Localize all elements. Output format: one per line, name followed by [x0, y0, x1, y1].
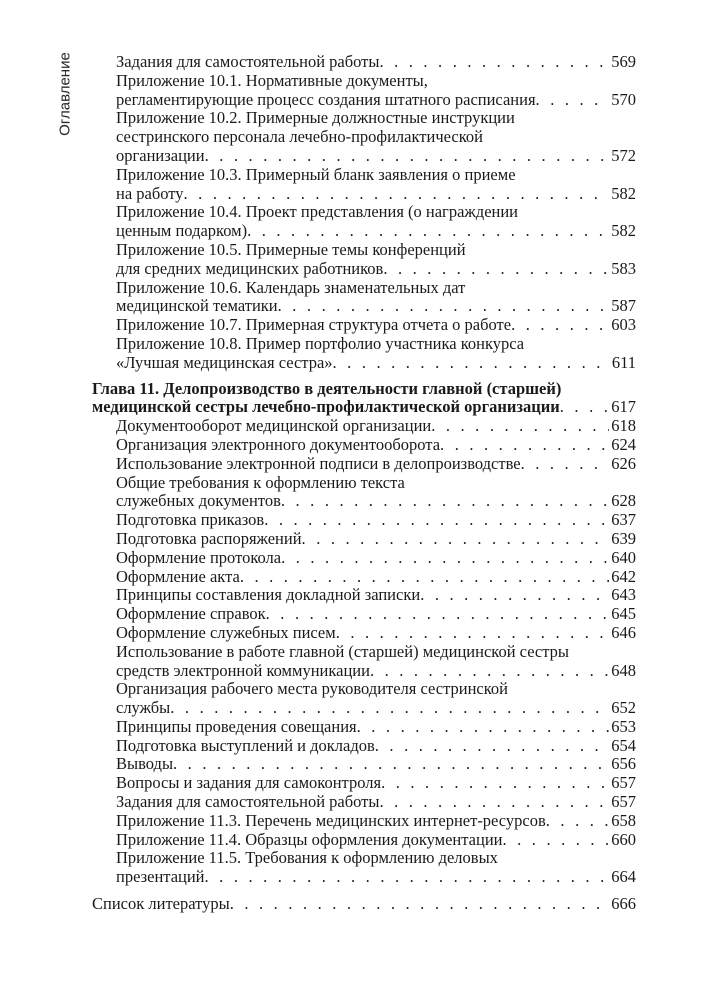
toc-entry[interactable]: [92, 831, 636, 850]
toc-entry-title-line: Использование электронной подписи в делопроизводстве: [116, 453, 521, 473]
toc-entry[interactable]: [92, 624, 636, 643]
toc-entry-title-line: организации: [116, 145, 205, 165]
toc-entry[interactable]: [92, 793, 636, 812]
toc-entry-title-line: Использование в работе главной (старшей) медицинской сестры: [116, 641, 570, 661]
toc-entry-title-line: «Лучшая медицинская сестра»: [116, 352, 333, 372]
toc-entry-title-line: службы: [116, 698, 171, 718]
dot-leader: [281, 492, 609, 511]
toc-entry-title-line: Приложение 10.4. Проект представления (о награждении: [116, 202, 519, 222]
toc-entry-title-line: Выводы: [116, 754, 174, 774]
toc-entry-title-line: Оформление справок: [116, 604, 266, 624]
toc-entry-last-line: [116, 718, 636, 737]
toc-entry-last-line: [116, 147, 636, 166]
toc-entry-title-line: служебных документов: [116, 491, 281, 511]
toc-entry-last-line: [116, 492, 636, 511]
toc-entry-last-line: [116, 624, 636, 643]
page-number: 572: [611, 145, 636, 165]
toc-entry[interactable]: [92, 72, 636, 110]
toc-entry-last-line: [116, 812, 636, 831]
toc-entry-title-line: Вопросы и задания для самоконтроля: [116, 773, 382, 793]
page-number: 618: [611, 416, 636, 436]
toc-entry-last-line: [116, 549, 636, 568]
toc-entry-title-line: Принципы проведения совещания: [116, 716, 357, 736]
toc-entry-title-line: медицинской тематики: [116, 296, 278, 316]
page-number: 648: [611, 660, 636, 680]
toc-entry-title-line: Приложение 10.5. Примерные темы конференций: [116, 239, 466, 259]
toc-entry-title-line: Общие требования к оформлению текста: [116, 472, 405, 492]
toc-entry-title-line: средств электронной коммуникации: [116, 660, 370, 680]
dot-leader: [357, 718, 610, 737]
toc-entry-last-line: [116, 737, 636, 756]
page-number: 611: [611, 352, 636, 372]
page-number: 637: [611, 510, 636, 530]
toc-entry-last-line: [116, 436, 636, 455]
bibliography-entry[interactable]: [92, 895, 636, 914]
toc-entry[interactable]: [92, 316, 636, 335]
toc-entry-title-line: Приложение 10.8. Пример портфолио участника конкурса: [116, 333, 525, 353]
dot-leader: [333, 354, 610, 373]
dot-leader: [170, 699, 609, 718]
toc-entry-title-line: Организация рабочего места руководителя сестринской: [116, 679, 508, 699]
running-head-label: Оглавление: [56, 52, 74, 136]
toc-entry[interactable]: [92, 436, 636, 455]
page-number: 643: [611, 585, 636, 605]
dot-leader: [264, 511, 609, 530]
toc-entry-title-line: сестринского персонала лечебно-профилактической: [116, 127, 483, 147]
toc-entry-last-line: [116, 91, 636, 110]
section-11-entries: [92, 417, 636, 887]
toc-entry-title-line: на работу: [116, 183, 184, 203]
toc-entry-title-line: Приложение 10.7. Примерная структура отчета о работе: [116, 315, 512, 335]
toc-entry[interactable]: [92, 511, 636, 530]
toc-entry-title-line: Приложение 10.2. Примерные должностные инструкции: [116, 108, 515, 128]
toc-entry-last-line: [116, 53, 636, 72]
toc-entry-last-line: [116, 831, 636, 850]
toc-entry[interactable]: [92, 53, 636, 72]
toc-entry-last-line: [116, 605, 636, 624]
dot-leader: [278, 297, 610, 316]
toc-entry-last-line: [116, 774, 636, 793]
toc-entry[interactable]: [92, 549, 636, 568]
dot-leader: [420, 586, 609, 605]
dot-leader: [431, 417, 609, 436]
toc-entry[interactable]: [92, 643, 636, 681]
page-number: 628: [611, 491, 636, 511]
dot-leader: [536, 91, 610, 110]
toc-entry-last-line: [116, 868, 636, 887]
toc-entry-title-line: Задания для самостоятельной работы: [116, 792, 380, 812]
page-number: 603: [611, 315, 636, 335]
toc-entry-last-line: [116, 699, 636, 718]
toc-entry-title-line: Приложение 10.1. Нормативные документы,: [116, 70, 428, 90]
toc-entry[interactable]: [92, 718, 636, 737]
toc-entry[interactable]: [92, 586, 636, 605]
toc-entry-title-line: Глава 11. Делопроизводство в деятельности главной (старшей): [92, 378, 562, 398]
dot-leader: [521, 455, 610, 474]
toc-entry-last-line: [116, 354, 636, 373]
page-number: 656: [611, 754, 636, 774]
toc-entry-title-line: Подготовка приказов: [116, 510, 265, 530]
toc-entry-last-line: [116, 297, 636, 316]
page-number: 639: [611, 528, 636, 548]
toc-entry[interactable]: [92, 166, 636, 204]
toc-entry-last-line: [116, 316, 636, 335]
toc-entry[interactable]: [92, 241, 636, 279]
toc-entry-last-line: [116, 185, 636, 204]
toc-entry[interactable]: [92, 417, 636, 436]
toc-entry[interactable]: [92, 279, 636, 317]
toc-entry-last-line: [116, 511, 636, 530]
dot-leader: [302, 530, 610, 549]
page-number: 583: [611, 258, 636, 278]
toc-entry[interactable]: [92, 568, 636, 587]
toc-entry-title-line: Оформление служебных писем: [116, 622, 336, 642]
toc-entry[interactable]: [92, 812, 636, 831]
page-number: 664: [611, 867, 636, 887]
page-number: 660: [611, 829, 636, 849]
section-10-entries: [92, 53, 636, 373]
toc-entry-title-line: медицинской сестры лечебно-профилактической организации: [92, 397, 560, 417]
page-number: 570: [611, 89, 636, 109]
toc-entry-title-line: Приложение 11.3. Перечень медицинских интернет-ресурсов: [116, 810, 546, 830]
toc-entry[interactable]: [92, 680, 636, 718]
toc-entry[interactable]: [92, 605, 636, 624]
dot-leader: [205, 868, 610, 887]
page-number: 642: [611, 566, 636, 586]
dot-leader: [503, 831, 610, 850]
toc-entry-last-line: [92, 895, 636, 914]
toc-entry-title-line: для средних медицинских работников: [116, 258, 384, 278]
dot-leader: [440, 436, 609, 455]
page-number: 653: [611, 716, 636, 736]
toc-entry[interactable]: [92, 474, 636, 512]
page-number: 657: [611, 773, 636, 793]
toc-entry-title-line: Приложение 11.4. Образцы оформления документации: [116, 829, 503, 849]
toc-entry[interactable]: [92, 530, 636, 549]
page-number: 626: [611, 453, 636, 473]
dot-leader: [230, 895, 610, 914]
page-number: 582: [611, 183, 636, 203]
toc-entry-title-line: Приложение 11.5. Требования к оформлению деловых: [116, 848, 498, 868]
dot-leader: [266, 605, 610, 624]
toc-entry-title-line: презентаций: [116, 867, 205, 887]
table-of-contents: [92, 53, 636, 914]
dot-leader: [381, 774, 609, 793]
toc-entry-title-line: Оформление акта: [116, 566, 240, 586]
toc-entry-title-line: Принципы составления докладной записки: [116, 585, 421, 605]
toc-entry-title-line: Оформление протокола: [116, 547, 282, 567]
toc-entry-last-line: [116, 586, 636, 605]
dot-leader: [247, 222, 609, 241]
toc-entry-title-line: регламентирующие процесс создания штатного расписания: [116, 89, 536, 109]
toc-entry-title-line: Организация электронного документооборота: [116, 434, 441, 454]
toc-entry[interactable]: [92, 455, 636, 474]
page-number: 646: [611, 622, 636, 642]
page-number: 582: [611, 221, 636, 241]
page-number: 617: [611, 397, 636, 417]
page-number: 640: [611, 547, 636, 567]
dot-leader: [375, 737, 609, 756]
dot-leader: [546, 812, 609, 831]
page-number: 652: [611, 698, 636, 718]
toc-entry-title-line: Документооборот медицинской организации: [116, 416, 432, 436]
dot-leader: [379, 793, 609, 812]
dot-leader: [370, 662, 609, 681]
page-number: 645: [611, 604, 636, 624]
dot-leader: [205, 147, 610, 166]
dot-leader: [173, 755, 609, 774]
page-number: 569: [611, 52, 636, 71]
dot-leader: [560, 398, 609, 417]
toc-entry-last-line: [116, 530, 636, 549]
dot-leader: [240, 568, 609, 587]
dot-leader: [184, 185, 610, 204]
toc-entry-title-line: ценным подарком): [116, 221, 248, 241]
toc-entry-title-line: Задания для самостоятельной работы: [116, 52, 380, 71]
toc-entry-last-line: [116, 222, 636, 241]
toc-entry-last-line: [116, 755, 636, 774]
toc-entry[interactable]: [92, 335, 636, 373]
page-number: 658: [611, 810, 636, 830]
dot-leader: [336, 624, 610, 643]
toc-entry-title-line: Подготовка выступлений и докладов: [116, 735, 375, 755]
dot-leader: [281, 549, 609, 568]
page-number: 587: [611, 296, 636, 316]
toc-entry-last-line: [116, 417, 636, 436]
toc-entry[interactable]: [92, 774, 636, 793]
toc-entry-last-line: [116, 260, 636, 279]
toc-entry-title-line: Приложение 10.6. Календарь знаменательных дат: [116, 277, 466, 297]
page-number: 666: [611, 894, 636, 914]
toc-entry-last-line: [116, 662, 636, 681]
toc-entry-last-line: [116, 793, 636, 812]
chapter-11-heading[interactable]: [92, 380, 636, 418]
toc-entry-title-line: Подготовка распоряжений: [116, 528, 302, 548]
running-head: [53, 52, 77, 136]
dot-leader: [383, 260, 609, 279]
dot-leader: [511, 316, 609, 335]
toc-entry-last-line: [116, 455, 636, 474]
toc-entry[interactable]: [92, 849, 636, 887]
toc-entry[interactable]: [92, 737, 636, 756]
page-number: 624: [611, 434, 636, 454]
toc-entry[interactable]: [92, 203, 636, 241]
dot-leader: [379, 53, 609, 72]
toc-entry-title-line: Приложение 10.3. Примерный бланк заявления о приеме: [116, 164, 516, 184]
page-number: 657: [611, 792, 636, 812]
toc-entry[interactable]: [92, 109, 636, 165]
page-number: 654: [611, 735, 636, 755]
toc-entry-last-line: [92, 398, 636, 417]
toc-entry[interactable]: [92, 755, 636, 774]
toc-entry-last-line: [116, 568, 636, 587]
toc-entry-title-line: Список литературы: [92, 894, 230, 914]
